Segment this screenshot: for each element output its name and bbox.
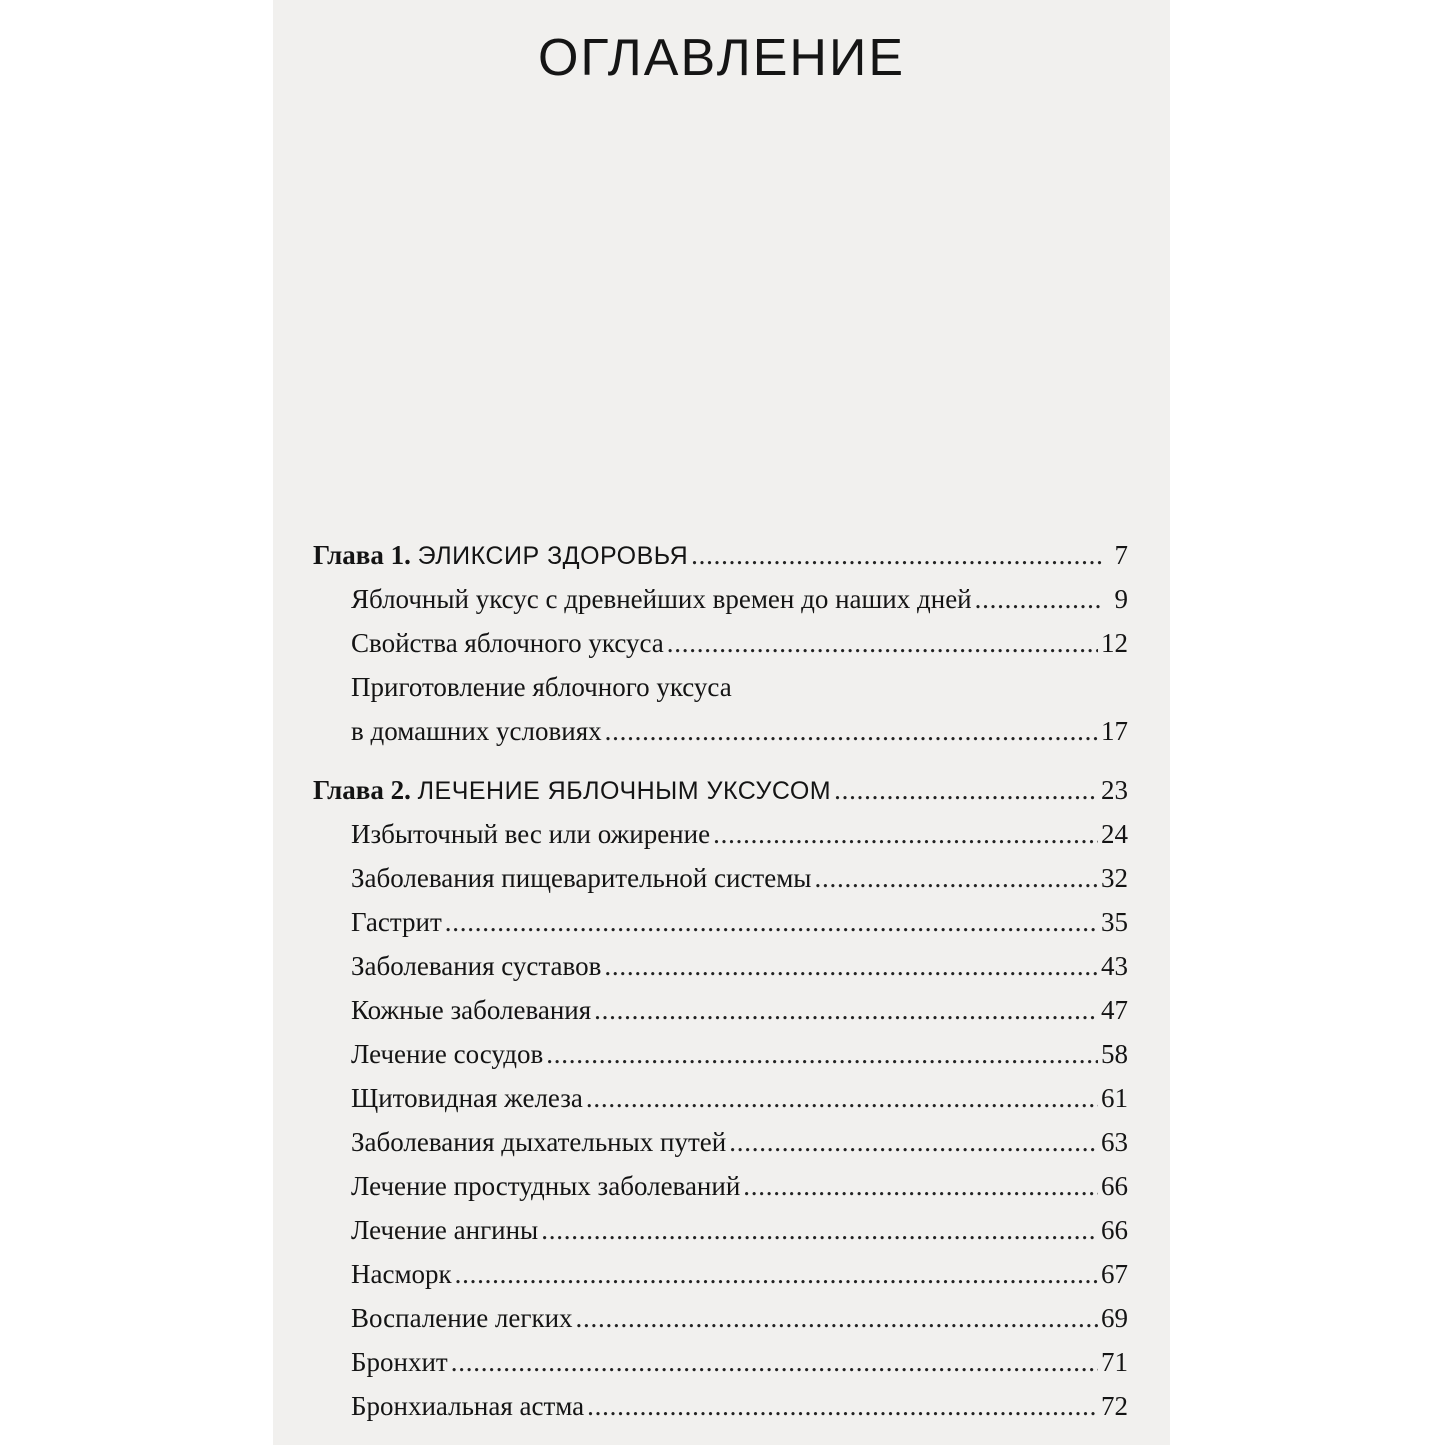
toc-item-label: Лечение сосудов <box>351 1039 544 1069</box>
toc-item-label-line-1: Приготовление яблочного уксуса <box>351 672 732 702</box>
toc-item[interactable] <box>313 579 1128 623</box>
toc-item[interactable] <box>313 623 1128 667</box>
dot-leader <box>604 946 1098 986</box>
chapter-prefix: Глава 1. <box>313 540 411 570</box>
toc-item-line-1 <box>351 667 1128 711</box>
dot-leader <box>834 770 1098 810</box>
book-page <box>273 0 1170 1445</box>
chapter-title: ЛЕЧЕНИЕ ЯБЛОЧНЫМ УКСУСОМ <box>417 777 832 805</box>
toc-item-label: Кожные заболевания <box>351 995 592 1025</box>
page-title: ОГЛАВЛЕНИЕ <box>537 29 905 87</box>
dot-leader <box>729 1122 1098 1162</box>
dot-leader <box>975 579 1103 619</box>
toc-item-label: Заболевания пищеварительной системы <box>351 863 812 893</box>
dot-leader <box>814 858 1098 898</box>
page-number: 67 <box>1101 1259 1128 1289</box>
dot-leader <box>743 1166 1098 1206</box>
dot-leader <box>594 990 1098 1030</box>
toc-item[interactable] <box>313 1342 1128 1386</box>
toc-item-label: Заболевания суставов <box>351 951 602 981</box>
toc-item-line-2 <box>351 711 1128 755</box>
toc-chapter-label <box>313 770 831 811</box>
toc-item[interactable] <box>313 858 1128 902</box>
page-number: 69 <box>1101 1303 1128 1333</box>
dot-leader <box>541 1210 1098 1250</box>
toc-item-label: Лечение ангины <box>351 1215 539 1245</box>
dot-leader <box>445 902 1098 942</box>
dot-leader <box>576 1298 1098 1338</box>
toc-chapter-label <box>313 535 688 576</box>
dot-leader <box>451 1342 1098 1382</box>
toc-item-label: Бронхит <box>351 1347 448 1377</box>
chapter-prefix: Глава 2. <box>313 775 411 805</box>
toc-item[interactable] <box>313 1210 1128 1254</box>
toc-item[interactable] <box>313 990 1128 1034</box>
toc-item[interactable] <box>313 1298 1128 1342</box>
dot-leader <box>455 1254 1098 1294</box>
toc-chapter-1[interactable] <box>313 535 1128 579</box>
dot-leader <box>587 1386 1098 1426</box>
page-number: 9 <box>1114 584 1128 614</box>
page-number: 58 <box>1101 1039 1128 1069</box>
toc-item[interactable] <box>313 1166 1128 1210</box>
page-number: 17 <box>1101 716 1128 746</box>
dot-leader <box>713 814 1098 854</box>
toc-item[interactable] <box>313 814 1128 858</box>
page-number: 23 <box>1101 775 1128 805</box>
dot-leader <box>546 1034 1098 1074</box>
page-number: 63 <box>1101 1127 1128 1157</box>
toc-item-label: Гастрит <box>351 907 442 937</box>
toc-item[interactable] <box>313 1034 1128 1078</box>
page-number: 32 <box>1101 863 1128 893</box>
toc-item[interactable] <box>313 1386 1128 1430</box>
toc-item-label: Бронхиальная астма <box>351 1391 585 1421</box>
toc-item-label: Свойства яблочного уксуса <box>351 628 664 658</box>
toc-item[interactable] <box>313 902 1128 946</box>
page-number: 43 <box>1101 951 1128 981</box>
page-number: 35 <box>1101 907 1128 937</box>
page-number: 47 <box>1101 995 1128 1025</box>
toc-item[interactable] <box>313 1122 1128 1166</box>
toc-item-label: Избыточный вес или ожирение <box>351 819 711 849</box>
toc-chapter-2[interactable] <box>313 770 1128 814</box>
dot-leader <box>586 1078 1098 1118</box>
page-number: 24 <box>1101 819 1128 849</box>
chapter-title: ЭЛИКСИР ЗДОРОВЬЯ <box>417 542 689 570</box>
page-number: 61 <box>1101 1083 1128 1113</box>
toc-item-label: Воспаление легких <box>351 1303 573 1333</box>
toc-item-label-line-2: в домашних условиях <box>351 716 602 746</box>
page-number: 66 <box>1101 1171 1128 1201</box>
toc-item[interactable] <box>313 946 1128 990</box>
toc-item-label: Заболевания дыхательных путей <box>351 1127 727 1157</box>
toc-item-label: Щитовидная железа <box>351 1083 583 1113</box>
dot-leader <box>691 535 1103 575</box>
page-number: 71 <box>1101 1347 1128 1377</box>
toc-item[interactable] <box>313 1078 1128 1122</box>
toc-item[interactable] <box>313 1254 1128 1298</box>
page-number: 66 <box>1101 1215 1128 1245</box>
page-number: 7 <box>1114 540 1128 570</box>
toc-item-label: Яблочный уксус с древнейших времен до наших дней <box>351 584 972 614</box>
toc-item[interactable] <box>313 667 1128 755</box>
toc-item-label: Насморк <box>351 1259 452 1289</box>
dot-leader <box>667 623 1098 663</box>
page-number: 12 <box>1101 628 1128 658</box>
table-of-contents <box>313 535 1128 1430</box>
page-number: 72 <box>1101 1391 1128 1421</box>
dot-leader <box>605 711 1098 751</box>
toc-item-label: Лечение простудных заболеваний <box>351 1171 741 1201</box>
